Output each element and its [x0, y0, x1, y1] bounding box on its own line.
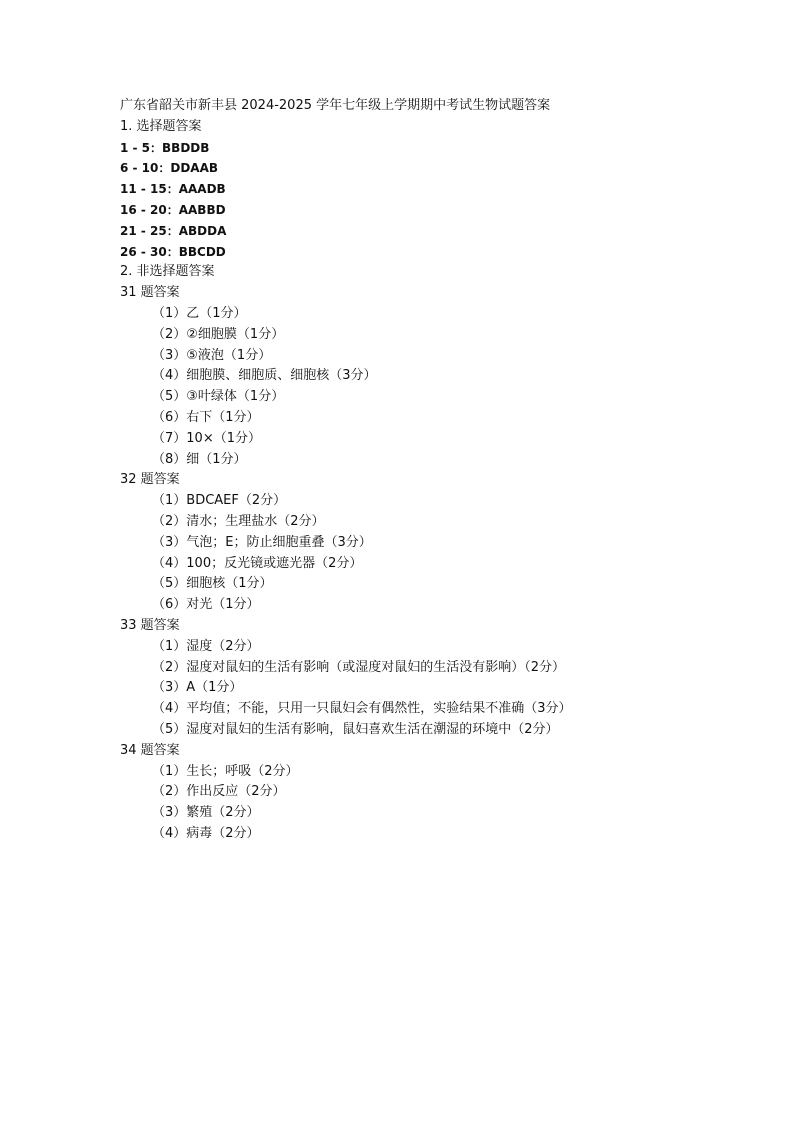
answer-item: （2）清水；生理盐水（2分）	[152, 513, 325, 529]
answer-item: （4）平均值；不能，只用一只鼠妇会有偶然性，实验结果不准确（3分）	[152, 701, 572, 717]
question-heading-32: 32 题答案	[120, 472, 180, 488]
answer-item: （3）繁殖（2分）	[152, 805, 260, 821]
answer-row: 6 - 10：DDAAB	[120, 161, 219, 176]
answer-row: 11 - 15：AAADB	[120, 182, 226, 197]
answer-item: （2）②细胞膜（1分）	[152, 326, 285, 342]
answer-item: （1）生长；呼吸（2分）	[152, 763, 299, 779]
answer-item: （3）A（1分）	[152, 680, 243, 696]
answer-item: （5）③叶绿体（1分）	[152, 389, 285, 405]
answer-item: （6）右下（1分）	[152, 409, 260, 425]
answer-item: （5）细胞核（1分）	[152, 576, 273, 592]
question-heading-33: 33 题答案	[120, 617, 180, 633]
answer-item: （5）湿度对鼠妇的生活有影响，鼠妇喜欢生活在潮湿的环境中（2分）	[152, 721, 559, 737]
answer-item: （6）对光（1分）	[152, 597, 260, 613]
answer-row: 16 - 20：AABBD	[120, 202, 226, 217]
answer-item: （4）细胞膜、细胞质、细胞核（3分）	[152, 368, 377, 384]
answer-item: （3）⑤液泡（1分）	[152, 347, 272, 363]
answer-sheet	[120, 96, 740, 845]
answer-item: （4）100；反光镜或遮光器（2分）	[152, 555, 363, 571]
answer-row: 1 - 5：BBDDB	[120, 140, 210, 155]
answer-item: （1）乙（1分）	[152, 305, 247, 321]
question-heading-34: 34 题答案	[120, 742, 180, 758]
answer-item: （4）病毒（2分）	[152, 825, 260, 841]
document-title: 广东省韶关市新丰县 2024-2025 学年七年级上学期期中考试生物试题答案	[120, 98, 551, 113]
section-heading-non-choice: 2. 非选择题答案	[120, 264, 215, 280]
answer-item: （8）细（1分）	[152, 451, 247, 467]
answer-item: （2）作出反应（2分）	[152, 784, 286, 800]
question-heading-31: 31 题答案	[120, 285, 180, 301]
answer-item: （3）气泡；E；防止细胞重叠（3分）	[152, 534, 372, 550]
answer-item: （7）10×（1分）	[152, 430, 261, 446]
answer-row: 21 - 25：ABDDA	[120, 223, 227, 238]
answer-item: （1）BDCAEF（2分）	[152, 493, 287, 509]
answer-item: （2）湿度对鼠妇的生活有影响（或湿度对鼠妇的生活没有影响）（2分）	[152, 659, 566, 675]
section-heading-multiple-choice: 1. 选择题答案	[120, 118, 202, 134]
answer-item: （1）湿度（2分）	[152, 638, 260, 654]
answer-row: 26 - 30：BBCDD	[120, 244, 226, 259]
